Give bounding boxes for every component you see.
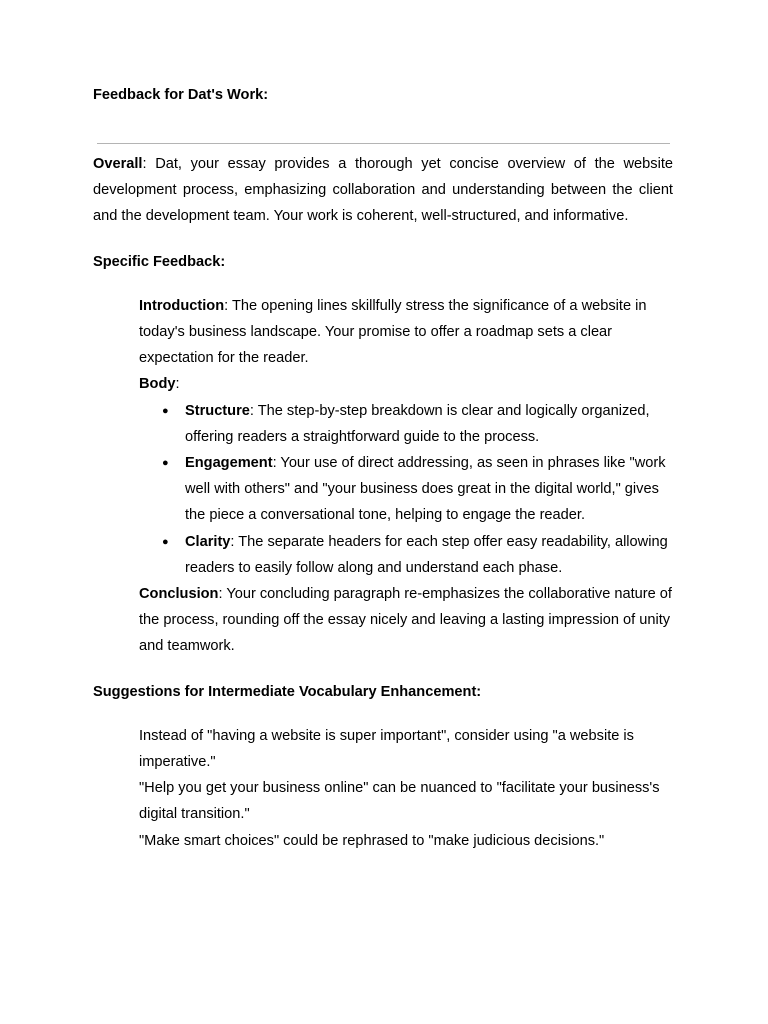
body-bullet-list bbox=[139, 398, 673, 581]
body-label-suffix: : bbox=[175, 376, 180, 393]
overall-paragraph bbox=[93, 151, 673, 230]
list-item bbox=[139, 398, 673, 450]
conclusion-label: Conclusion bbox=[139, 586, 219, 603]
suggestion-item: Instead of "having a website is super important", consider using "a website is imperative." bbox=[139, 727, 634, 771]
introduction-paragraph bbox=[139, 293, 673, 372]
bullet-label: Clarity bbox=[185, 533, 231, 550]
document-page bbox=[93, 82, 673, 854]
bullet-label: Engagement bbox=[185, 455, 273, 472]
conclusion-text: : Your concluding paragraph re-emphasizes the collaborative nature of the process, rounding off the essay nicely and leaving a lasting impression of unity and teamwork. bbox=[139, 586, 672, 655]
body-heading bbox=[139, 371, 673, 397]
bullet-icon: ● bbox=[162, 457, 169, 470]
list-item bbox=[139, 529, 673, 581]
list-item bbox=[139, 450, 673, 529]
bullet-icon: ● bbox=[162, 535, 169, 548]
body-label: Body bbox=[139, 376, 176, 393]
conclusion-paragraph bbox=[139, 581, 673, 660]
specific-feedback-heading: Specific Feedback: bbox=[93, 253, 226, 270]
specific-feedback-block bbox=[139, 293, 673, 660]
bullet-label: Structure bbox=[185, 402, 250, 419]
suggestion-item: "Help you get your business online" can be nuanced to "facilitate your business's digital transition." bbox=[139, 780, 660, 823]
suggestion-item: "Make smart choices" could be rephrased to "make judicious decisions." bbox=[139, 832, 605, 849]
bullet-icon: ● bbox=[162, 404, 169, 417]
horizontal-divider bbox=[97, 143, 670, 144]
introduction-text: : The opening lines skillfully stress the significance of a website in today's business landscape. Your promise to offer a roadmap sets a clear expectation for the reader. bbox=[139, 297, 647, 367]
bullet-text: : Your use of direct addressing, as seen in phrases like "work well with others" and "your business does great in the digital world," gives the piece a conversational tone, helping to engage the reader. bbox=[185, 455, 666, 524]
document-title: Feedback for Dat's Work: bbox=[93, 87, 269, 103]
overall-text: : Dat, your essay provides a thorough yet concise overview of the website development process, emphasizing collaboration and understanding between the client and the development team. Your work is coherent, well-structured, and informative. bbox=[93, 156, 673, 225]
suggestions-block bbox=[139, 723, 673, 854]
overall-label: Overall bbox=[93, 156, 143, 172]
bullet-text: : The separate headers for each step offer easy readability, allowing readers to easily follow along and understand each phase. bbox=[185, 533, 668, 576]
bullet-text: : The step-by-step breakdown is clear and logically organized, offering readers a straightforward guide to the process. bbox=[185, 402, 650, 445]
introduction-label: Introduction bbox=[139, 297, 225, 314]
suggestions-heading: Suggestions for Intermediate Vocabulary Enhancement: bbox=[93, 683, 482, 700]
